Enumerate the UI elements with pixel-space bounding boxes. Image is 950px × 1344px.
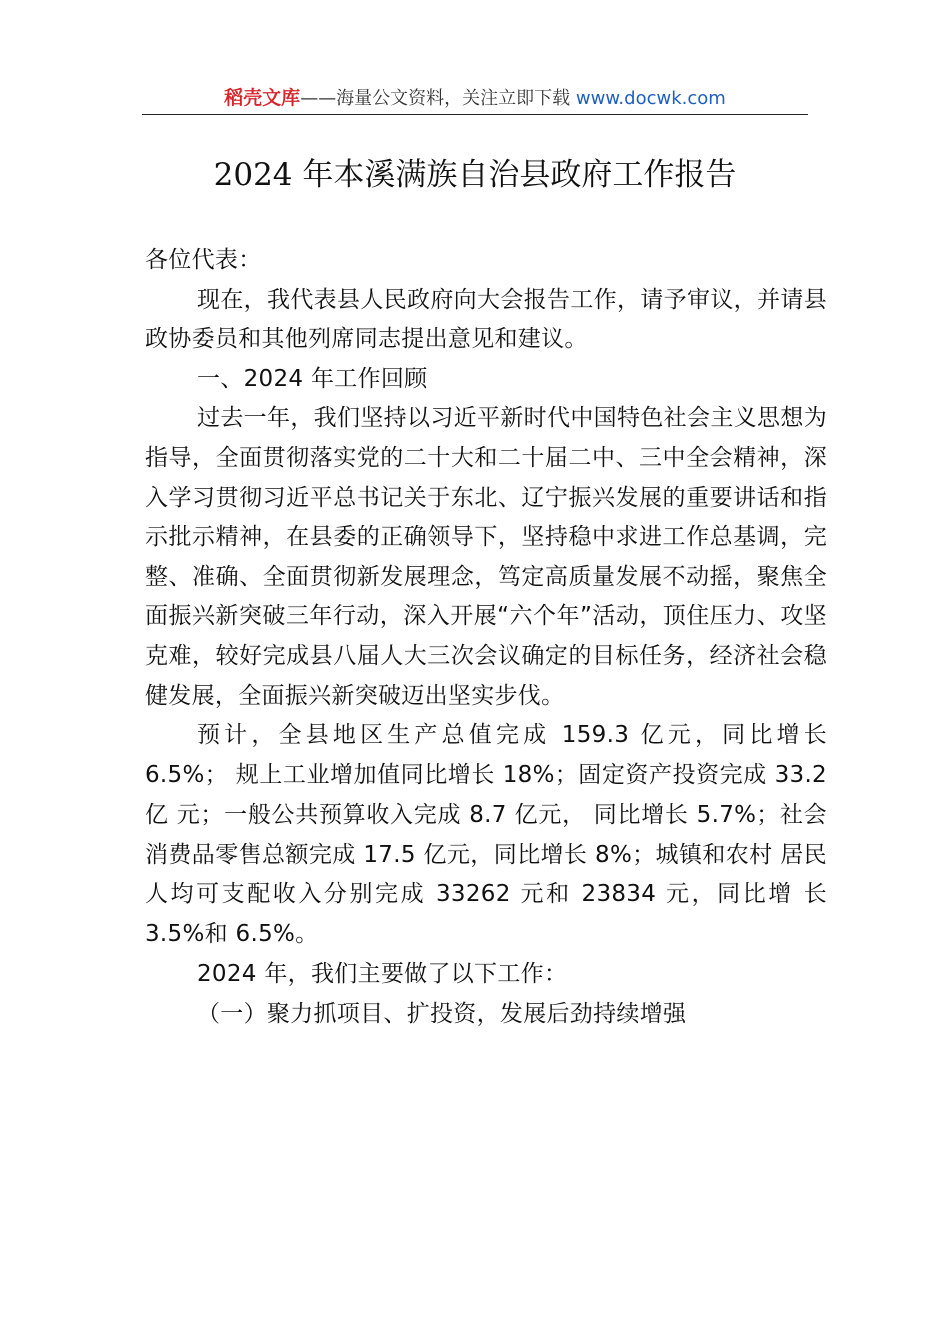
statistics-paragraph: 预计，全县地区生产总值完成 159.3 亿元，同比增长 6.5%； 规上工业增加值同比增长 18%；固定资产投资完成 33.2 亿 元；一般公共预算收入完成 8.7 亿元， 同比增长 5.7%；社会 消费品零售总额完成 17.5 亿元，同比增长 8%；城镇和农村 居民人均可支配收入分别完成 33262 元和 23834 元，同比增 长 3.5%和 6.5%。 xyxy=(145,722,827,948)
document-body xyxy=(145,241,827,1034)
work-intro-paragraph: 2024 年，我们主要做了以下工作： xyxy=(197,960,568,987)
header-tagline: ——海量公文资料，关注立即下载 xyxy=(300,88,571,109)
site-link[interactable]: www.docwk.com xyxy=(575,88,726,109)
brand-name: 稻壳文库 xyxy=(224,87,301,109)
salutation: 各位代表： xyxy=(145,247,262,273)
intro-paragraph: 现在，我代表县人民政府向大会报告工作，请予审议，并请县政协委员和其他列席同志提出意见和建议。 xyxy=(145,286,827,353)
document-header xyxy=(142,84,808,115)
section-heading: 一、2024 年工作回顾 xyxy=(197,365,428,392)
page-title: 2024 年本溪满族自治县政府工作报告 xyxy=(213,157,737,193)
subsection-heading: （一）聚力抓项目、扩投资，发展后劲持续增强 xyxy=(197,1000,687,1027)
review-paragraph: 过去一年，我们坚持以习近平新时代中国特色社会主义思想为指导，全面贯彻落实党的二十大和二十届二中、三中全会精神，深入学习贯彻习近平总书记关于东北、辽宁振兴发展的重要讲话和指示批示精神，在县委的正确领导下，坚持稳中求进工作总基调，完整、准确、全面贯彻新发展理念，笃定高质量发展不动摇，聚焦全面振兴新突破三年行动，深入开展“六个年”活动，顶住压力、攻坚克难，较好完成县八届人大三次会议确定的目标任务，经济社会稳健发展，全面振兴新突破迈出坚实步伐。 xyxy=(145,405,827,709)
